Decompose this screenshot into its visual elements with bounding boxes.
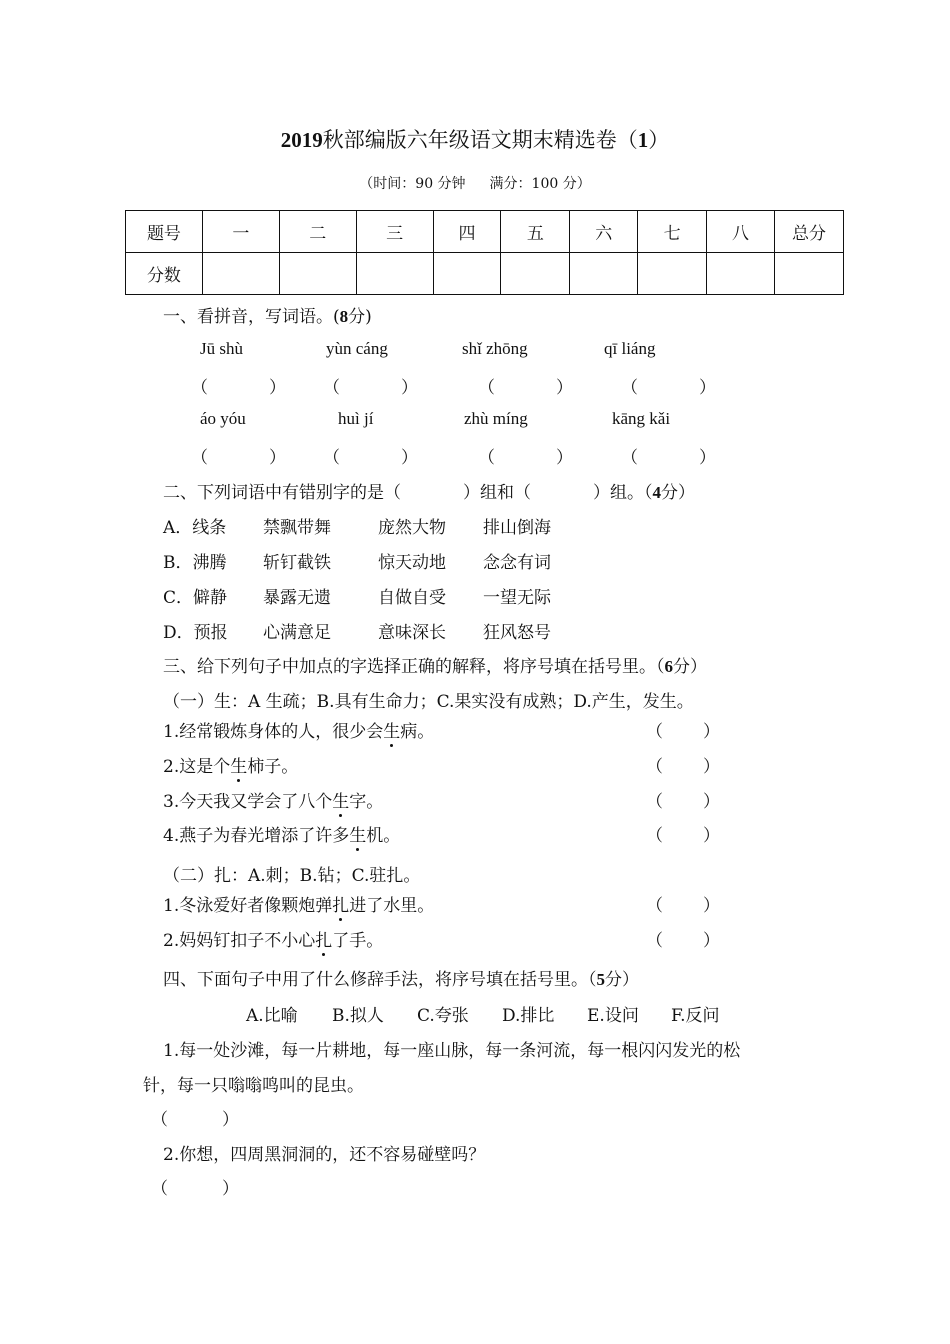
answer-paren-open[interactable]: （ [646, 722, 663, 742]
pinyin-4: qī liáng [604, 339, 656, 358]
answer-paren-close: ） [401, 378, 418, 398]
score-input-cell[interactable] [570, 253, 638, 295]
answer-paren-open[interactable]: （ [191, 378, 208, 398]
score-input-cell[interactable] [707, 253, 775, 295]
answer-paren-open[interactable]: （ [151, 1179, 168, 1199]
table-cell: 二 [279, 211, 356, 253]
answer-paren-open[interactable]: （ [646, 826, 663, 846]
question-item: 2.这是个生柿子。 [163, 752, 298, 777]
question-item: 2.妈妈钉扣子不小心扎了手。 [163, 926, 383, 951]
answer-paren-close: ） [222, 1110, 239, 1130]
answer-paren-open[interactable]: （ [191, 448, 208, 468]
answer-paren-open[interactable]: （ [323, 378, 340, 398]
score-table-score-row [126, 253, 844, 295]
word: 暴露无遗 [263, 588, 331, 608]
answer-paren-open[interactable]: （ [621, 448, 638, 468]
question-item: 1.经常锻炼身体的人，很少会生病。 [163, 717, 434, 742]
table-cell: 七 [638, 211, 707, 253]
score-table-header-row [126, 211, 844, 253]
answer-paren-close: ） [703, 757, 720, 777]
pinyin-3: shǐ zhōng [462, 339, 528, 358]
table-cell: 五 [501, 211, 570, 253]
table-cell: 总分 [775, 211, 844, 253]
answer-paren-open[interactable]: （ [151, 1110, 168, 1130]
question-item: 3.今天我又学会了八个生字。 [163, 787, 383, 812]
dotted-char: 扎 [315, 926, 332, 951]
word: 意味深长 [378, 623, 446, 643]
pinyin-8: kāng kǎi [612, 409, 671, 428]
word: 心满意足 [263, 623, 331, 643]
answer-paren-open[interactable]: （ [621, 378, 638, 398]
pinyin-7: zhù míng [464, 409, 528, 428]
answer-paren-open[interactable]: （ [646, 896, 663, 916]
table-cell: 题号 [126, 211, 203, 253]
time-limit: （时间：90 分钟 [359, 176, 466, 192]
full-score: 满分：100 分） [489, 176, 591, 192]
answer-paren-close: ） [269, 448, 286, 468]
dotted-char: 扎 [332, 891, 349, 916]
score-input-cell[interactable] [501, 253, 570, 295]
table-cell: 三 [356, 211, 433, 253]
exam-info [0, 173, 950, 193]
answer-paren-open[interactable]: （ [646, 757, 663, 777]
pinyin-1: Jū shù [200, 339, 243, 358]
word: 斩钉截铁 [263, 553, 331, 573]
option-c-label: C．僻静 [163, 588, 228, 608]
word: 惊天动地 [378, 553, 446, 573]
section-2-title: 二、下列词语中有错别字的是（ ）组和（ ）组。（4分） [163, 483, 695, 503]
answer-paren-close: ） [699, 448, 716, 468]
answer-paren-close: ） [269, 378, 286, 398]
page-title: 2019秋部编版六年级语文期末精选卷（1） [280, 128, 670, 152]
question-item: 4.燕子为春光增添了许多生机。 [163, 821, 400, 846]
table-cell: 分数 [126, 253, 203, 295]
pinyin-2: yùn cáng [326, 339, 388, 358]
answer-paren-open[interactable]: （ [478, 378, 495, 398]
score-input-cell[interactable] [775, 253, 844, 295]
rhetoric-option: D.排比 [502, 1006, 555, 1026]
question-item: 1.冬泳爱好者像颗炮弹扎进了水里。 [163, 891, 434, 916]
word: 庞然大物 [378, 518, 446, 538]
score-input-cell[interactable] [638, 253, 707, 295]
table-cell: 一 [202, 211, 279, 253]
section-1-title: 一、看拼音，写词语。(8分) [163, 307, 372, 327]
answer-paren-open[interactable]: （ [323, 448, 340, 468]
table-cell: 八 [707, 211, 775, 253]
pinyin-6: huì jí [338, 409, 374, 428]
question-item: 2.你想，四周黑洞洞的，还不容易碰壁吗？ [163, 1145, 486, 1165]
answer-paren-open[interactable]: （ [646, 931, 663, 951]
word: 排山倒海 [483, 518, 551, 538]
table-cell: 六 [570, 211, 638, 253]
score-table [125, 210, 844, 295]
option-a-label: A．线条 [163, 518, 227, 538]
option-b-label: B．沸腾 [163, 553, 227, 573]
table-cell: 四 [433, 211, 501, 253]
answer-paren-close: ） [401, 448, 418, 468]
rhetoric-option: F.反问 [671, 1006, 720, 1026]
section-4-title: 四、下面句子中用了什么修辞手法，将序号填在括号里。（5分） [163, 970, 639, 990]
rhetoric-option: A.比喻 [246, 1006, 298, 1026]
word: 自做自受 [378, 588, 446, 608]
answer-paren-close: ） [556, 448, 573, 468]
dotted-char: 生 [383, 717, 400, 742]
pinyin-5: áo yóu [200, 409, 246, 428]
answer-paren-open[interactable]: （ [478, 448, 495, 468]
word: 禁飘带舞 [263, 518, 331, 538]
rhetoric-option: B.拟人 [332, 1006, 384, 1026]
group-1-definitions: （一）生：A 生疏；B.具有生命力；C.果实没有成熟；D.产生，发生。 [163, 692, 694, 712]
question-item-continued: 针，每一只嗡嗡鸣叫的昆虫。 [143, 1076, 364, 1096]
section-3-title: 三、给下列句子中加点的字选择正确的解释，将序号填在括号里。（6分） [163, 657, 707, 677]
answer-paren-close: ） [222, 1179, 239, 1199]
word: 一望无际 [483, 588, 551, 608]
group-2-definitions: （二）扎：A.刺；B.钻；C.驻扎。 [163, 866, 421, 886]
answer-paren-open[interactable]: （ [646, 792, 663, 812]
rhetoric-option: E.设问 [587, 1006, 639, 1026]
answer-paren-close: ） [699, 378, 716, 398]
dotted-char: 生 [230, 752, 247, 777]
score-input-cell[interactable] [279, 253, 356, 295]
score-input-cell[interactable] [202, 253, 279, 295]
rhetoric-option: C.夸张 [417, 1006, 469, 1026]
answer-paren-close: ） [556, 378, 573, 398]
answer-paren-close: ） [703, 931, 720, 951]
answer-paren-close: ） [703, 792, 720, 812]
score-input-cell[interactable] [356, 253, 433, 295]
word: 狂风怒号 [483, 623, 551, 643]
word: 念念有词 [483, 553, 551, 573]
dotted-char: 生 [332, 787, 349, 812]
dotted-char: 生 [349, 821, 366, 846]
option-d-label: D．预报 [163, 623, 228, 643]
question-item: 1.每一处沙滩，每一片耕地，每一座山脉，每一条河流，每一根闪闪发光的松 [163, 1041, 741, 1061]
answer-paren-close: ） [703, 896, 720, 916]
score-input-cell[interactable] [433, 253, 501, 295]
answer-paren-close: ） [703, 722, 720, 742]
answer-paren-close: ） [703, 826, 720, 846]
